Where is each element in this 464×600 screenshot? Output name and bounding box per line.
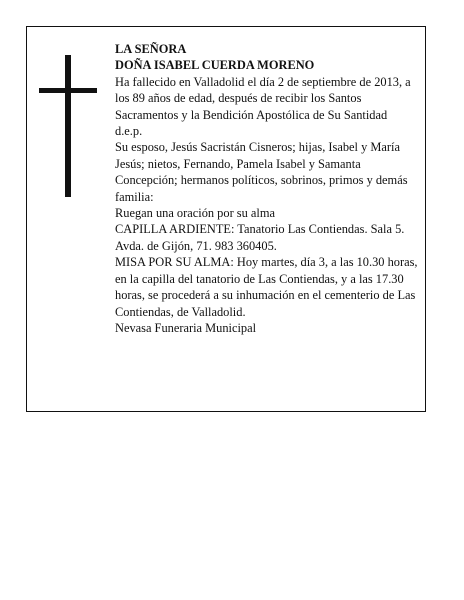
rest-in-peace: d.e.p.: [115, 124, 143, 139]
cross-vertical-bar: [65, 55, 71, 197]
obituary-text: [115, 41, 423, 336]
funeral-home: Nevasa Funeraria Municipal: [115, 320, 257, 335]
cross-horizontal-bar: [39, 88, 97, 93]
obituary-notice: [26, 26, 426, 412]
latin-cross-icon: [39, 55, 97, 197]
funeral-chapel-info: CAPILLA ARDIENTE: Tanatorio Las Contiendas. Sala 5. Avda. de Gijón, 71. 983 360405.: [115, 222, 405, 253]
prayer-request: Ruegan una oración por su alma: [115, 206, 275, 221]
death-announcement: Ha fallecido en Valladolid el día 2 de septiembre de 2013, a los 89 años de edad, después de recibir los Santos Sacramentos y la Bendición Apostólica de Su Santidad: [115, 74, 411, 122]
notice-heading: LA SEÑORA: [115, 42, 187, 56]
family-list: Su esposo, Jesús Sacristán Cisneros; hijas, Isabel y María Jesús; nietos, Fernando, Pamela Isabel y Samanta Concepción; hermanos políticos, sobrinos, primos y demás familia:: [115, 140, 408, 204]
deceased-name: DOÑA ISABEL CUERDA MORENO: [115, 58, 315, 73]
mass-info: MISA POR SU ALMA: Hoy martes, día 3, a las 10.30 horas, en la capilla del tanatorio de Las Contiendas, y a las 17.30 horas, se procederá a su inhumación en el cementerio de Las Contiendas, de Valladolid.: [115, 255, 418, 319]
